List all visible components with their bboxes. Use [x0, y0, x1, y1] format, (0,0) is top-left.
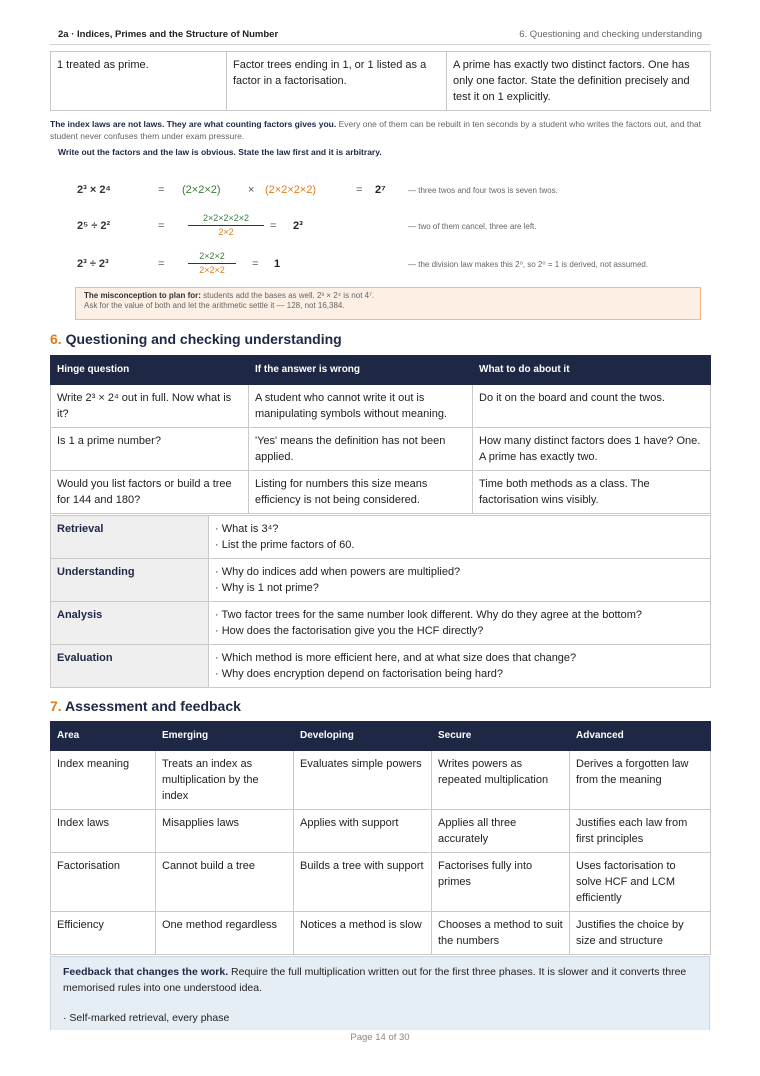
level-label: Evaluation: [51, 645, 209, 688]
table-cell: Listing for numbers this size means efficiency is not being considered.: [249, 471, 473, 514]
table-cell: Applies all three accurately: [432, 810, 570, 853]
level-questions: [209, 516, 711, 559]
header-section-title: 2a · Indices, Primes and the Structure of Number: [58, 29, 279, 40]
fraction: [188, 250, 236, 277]
column-header: What to do about it: [473, 356, 711, 385]
law-row-multiply: [50, 184, 710, 210]
feedback-bullet: · Self-marked retrieval, every phase: [63, 1012, 230, 1024]
equals-sign: =: [252, 258, 259, 270]
table-cell: Applies with support: [294, 810, 432, 853]
fraction: [188, 212, 264, 239]
table-cell: Do it on the board and count the twos.: [473, 385, 711, 428]
level-label: Understanding: [51, 559, 209, 602]
index-laws-instruction: Write out the factors and the law is obvious. State the law first and it is arbitrary.: [58, 147, 382, 157]
factor-group-a: (2×2×2): [182, 184, 221, 196]
misconception-callout: [75, 287, 701, 320]
section-number: 6.: [50, 331, 62, 347]
feedback-label: Feedback that changes the work.: [63, 966, 229, 978]
table-cell: Index meaning: [51, 751, 156, 810]
table-cell: How many distinct factors does 1 have? One. A prime has exactly two.: [473, 428, 711, 471]
law-result: 1: [274, 258, 281, 270]
misconceptions-table-continued: [50, 51, 711, 111]
factor-group-b: (2×2×2×2): [265, 184, 317, 196]
times-sign: ×: [248, 184, 255, 196]
table-cell: Chooses a method to suit the numbers: [432, 912, 570, 955]
table-cell: Justifies each law from first principles: [570, 810, 711, 853]
question-line: · List the prime factors of 60.: [215, 539, 355, 551]
section-title: Assessment and feedback: [61, 698, 241, 714]
question-line: · How does the factorisation give you the HCF directly?: [215, 625, 484, 637]
question-line: · What is 3⁴?: [215, 523, 279, 535]
table-row: [51, 853, 711, 912]
column-header: Hinge question: [51, 356, 249, 385]
table-row: [51, 559, 711, 602]
assessment-rubric-table: [50, 721, 711, 955]
equals-sign: =: [158, 220, 165, 232]
fraction-denominator: 2×2: [218, 227, 234, 237]
table-cell: Efficiency: [51, 912, 156, 955]
level-label: Retrieval: [51, 516, 209, 559]
table-cell: Write 2³ × 2⁴ out in full. Now what is it?: [51, 385, 249, 428]
column-header: Advanced: [570, 722, 711, 751]
table-cell: A student who cannot write it out is manipulating symbols without meaning.: [249, 385, 473, 428]
index-laws-panel: [50, 118, 710, 310]
law-lhs: 2³ ÷ 2³: [77, 258, 109, 270]
table-row: [51, 471, 711, 514]
header-current-section: 6. Questioning and checking understanding: [519, 29, 702, 40]
table-cell: Derives a forgotten law from the meaning: [570, 751, 711, 810]
column-header: Secure: [432, 722, 570, 751]
law-result: 2³: [293, 220, 303, 232]
table-row: [51, 428, 711, 471]
table-cell: A prime has exactly two distinct factors. One has only one factor. State the definition precisely and test it on 1 explicitly.: [447, 52, 711, 111]
table-header-row: [51, 722, 711, 751]
section-title: Questioning and checking understanding: [61, 331, 342, 347]
question-line: · Why do indices add when powers are multiplied?: [215, 566, 461, 578]
equals-sign: =: [158, 258, 165, 270]
misconception-label: The misconception to plan for:: [84, 291, 201, 300]
table-cell: Time both methods as a class. The factorisation wins visibly.: [473, 471, 711, 514]
equals-sign: =: [158, 184, 165, 196]
fraction-numerator: 2×2×2×2×2: [188, 212, 264, 226]
table-cell: Writes powers as repeated multiplication: [432, 751, 570, 810]
table-cell: Builds a tree with support: [294, 853, 432, 912]
index-laws-intro: [50, 118, 710, 142]
table-cell: Misapplies laws: [156, 810, 294, 853]
misconception-line2: Ask for the value of both and let the arithmetic settle it — 128, not 16,384.: [84, 301, 345, 310]
table-row: [51, 751, 711, 810]
level-label: Analysis: [51, 602, 209, 645]
question-line: · Two factor trees for the same number look different. Why do they agree at the bottom?: [215, 609, 642, 621]
table-cell: Index laws: [51, 810, 156, 853]
table-row: [51, 602, 711, 645]
table-cell: Is 1 a prime number?: [51, 428, 249, 471]
table-row: [51, 385, 711, 428]
level-questions: [209, 559, 711, 602]
section-heading-7: [50, 698, 241, 714]
fraction-numerator: 2×2×2: [188, 250, 236, 264]
table-header-row: [51, 356, 711, 385]
level-questions: [209, 602, 711, 645]
column-header: Area: [51, 722, 156, 751]
law-note: — three twos and four twos is seven twos.: [408, 186, 558, 195]
section-number: 7.: [50, 698, 62, 714]
law-result: 2⁷: [375, 184, 386, 196]
table-cell: Would you list factors or build a tree for 144 and 180?: [51, 471, 249, 514]
question-line: · Why does encryption depend on factorisation being hard?: [215, 668, 504, 680]
table-cell: One method regardless: [156, 912, 294, 955]
table-row: [51, 912, 711, 955]
index-laws-intro-text: Every one of them can be rebuilt in ten seconds by a student who writes the factors out, and that student never confuses them under exam pressure.: [50, 119, 702, 141]
section-heading-6: [50, 331, 342, 347]
questioning-levels-table: [50, 515, 711, 688]
equals-sign: =: [270, 220, 277, 232]
level-questions: [209, 645, 711, 688]
table-cell: Evaluates simple powers: [294, 751, 432, 810]
table-row: [51, 52, 711, 111]
running-header: [50, 26, 710, 45]
feedback-text: Require the full multiplication written out for the first three phases. It is slower and it converts three memorised rules into one understood idea.: [63, 966, 687, 994]
column-header: If the answer is wrong: [249, 356, 473, 385]
law-lhs: 2³ × 2⁴: [77, 184, 111, 196]
table-row: [51, 516, 711, 559]
equals-sign: =: [356, 184, 363, 196]
question-line: · Which method is more efficient here, and at what size does that change?: [215, 652, 577, 664]
law-lhs: 2⁵ ÷ 2²: [77, 220, 111, 232]
index-laws-intro-bold: The index laws are not laws. They are what counting factors gives you.: [50, 119, 337, 129]
column-header: Developing: [294, 722, 432, 751]
table-cell: Factor trees ending in 1, or 1 listed as a factor in a factorisation.: [227, 52, 447, 111]
fraction-denominator: 2×2×2: [199, 265, 225, 275]
hinge-questions-table: [50, 355, 711, 514]
question-line: · Why is 1 not prime?: [215, 582, 319, 594]
table-cell: Notices a method is slow: [294, 912, 432, 955]
table-cell: Factorisation: [51, 853, 156, 912]
table-row: [51, 810, 711, 853]
table-cell: Justifies the choice by size and structure: [570, 912, 711, 955]
law-note: — two of them cancel, three are left.: [408, 222, 537, 231]
feedback-callout: [50, 956, 710, 1030]
table-cell: Treats an index as multiplication by the index: [156, 751, 294, 810]
table-row: [51, 645, 711, 688]
table-cell: Cannot build a tree: [156, 853, 294, 912]
table-cell: Uses factorisation to solve HCF and LCM efficiently: [570, 853, 711, 912]
table-cell: Factorises fully into primes: [432, 853, 570, 912]
law-note: — the division law makes this 2⁰, so 2⁰ = 1 is derived, not assumed.: [408, 260, 649, 269]
misconception-text: students add the bases as well. 2³ × 2⁴ is not 4⁷.: [200, 291, 375, 300]
table-cell: 'Yes' means the definition has not been applied.: [249, 428, 473, 471]
page-number: Page 14 of 30: [350, 1032, 410, 1043]
column-header: Emerging: [156, 722, 294, 751]
table-cell: 1 treated as prime.: [51, 52, 227, 111]
